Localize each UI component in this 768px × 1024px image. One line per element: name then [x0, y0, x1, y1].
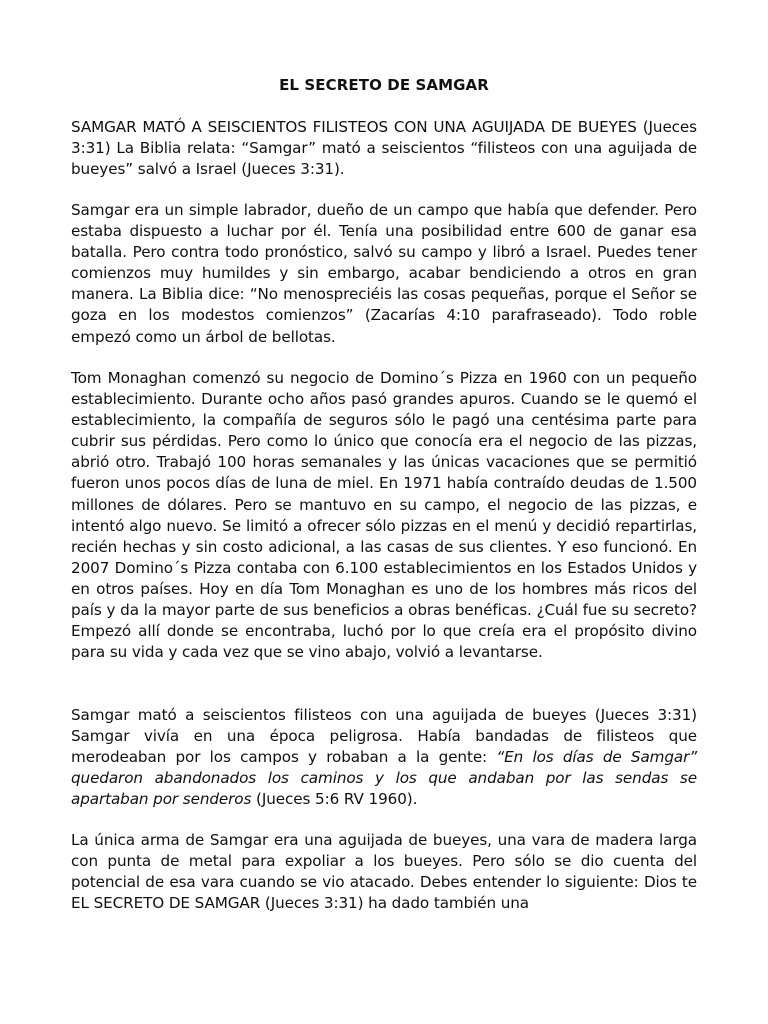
paragraph-5: La única arma de Samgar era una aguijada de bueyes, una vara de madera larga con punta de metal para expoliar a los bueyes. Pero sólo se dio cuenta del potencial de esa vara cuando se vio atacado. Debes entender lo siguiente: Dios te EL SECRETO DE SAMGAR (Jueces 3:31) ha dado también una	[71, 831, 697, 913]
paragraph-4-quote: “En los días de Samgar” quedaron abandonados los caminos y los que andaban por las sendas se apartaban por senderos	[71, 748, 698, 809]
paragraph-4-text: Samgar mató a seiscientos filisteos con una aguijada de bueyes (Jueces 3:31) Samgar vivía en una época peligrosa. Había bandadas de filisteos que merodeaban por los campos y robaban a la gente:	[71, 706, 697, 767]
document-title: EL SECRETO DE SAMGAR	[279, 76, 489, 94]
paragraph-3: Tom Monaghan comenzó su negocio de Domino´s Pizza en 1960 con un pequeño establecimiento. Durante ocho años pasó grandes apuros. Cuando se le quemó el establecimiento, la compañía de seguros sólo le pagó una centésima parte para cubrir sus pérdidas. Pero como lo único que conocía era el negocio de las pizzas, abrió otro. Trabajó 100 horas semanales y las únicas vacaciones que se permitió fueron unos pocos días de luna de miel. En 1971 había contraído deudas de 1.500 millones de dólares. Pero se mantuvo en su campo, el negocio de las pizzas, e intentó algo nuevo. Se limitó a ofrecer sólo pizzas en el menú y decidió repartirlas, recién hechas y sin costo adicional, a las casas de sus clientes. Y eso funcionó. En 2007 Domino´s Pizza contaba con 6.100 establecimientos en los Estados Unidos y en otros países. Hoy en día Tom Monaghan es uno de los hombres más ricos del país y da la mayor parte de sus beneficios a obras benéficas. ¿Cuál fue su secreto? Empezó allí donde se encontraba, luchó por lo que creía era el propósito divino para su vida y cada vez que se vino abajo, volvió a levantarse.	[71, 369, 697, 662]
paragraph-4-reference: (Jueces 5:6 RV 1960).	[251, 790, 418, 809]
paragraph-2: Samgar era un simple labrador, dueño de un campo que había que defender. Pero estaba dispuesto a luchar por él. Tenía una posibilidad entre 600 de ganar esa batalla. Pero contra todo pronóstico, salvó su campo y libró a Israel. Puedes tener comienzos muy humildes y sin embargo, acabar bendiciendo a otros en gran manera. La Biblia dice: “No menospreciéis las cosas pequeñas, porque el Señor se goza en los modestos comienzos” (Zacarías 4:10 parafraseado). Todo roble empezó como un árbol de bellotas.	[71, 201, 697, 346]
paragraph-4	[71, 705, 697, 810]
paragraph-1: SAMGAR MATÓ A SEISCIENTOS FILISTEOS CON UNA AGUIJADA DE BUEYES (Jueces 3:31) La Biblia relata: “Samgar” mató a seiscientos “filisteos con una aguijada de bueyes” salvó a Israel (Jueces 3:31).	[71, 118, 697, 179]
